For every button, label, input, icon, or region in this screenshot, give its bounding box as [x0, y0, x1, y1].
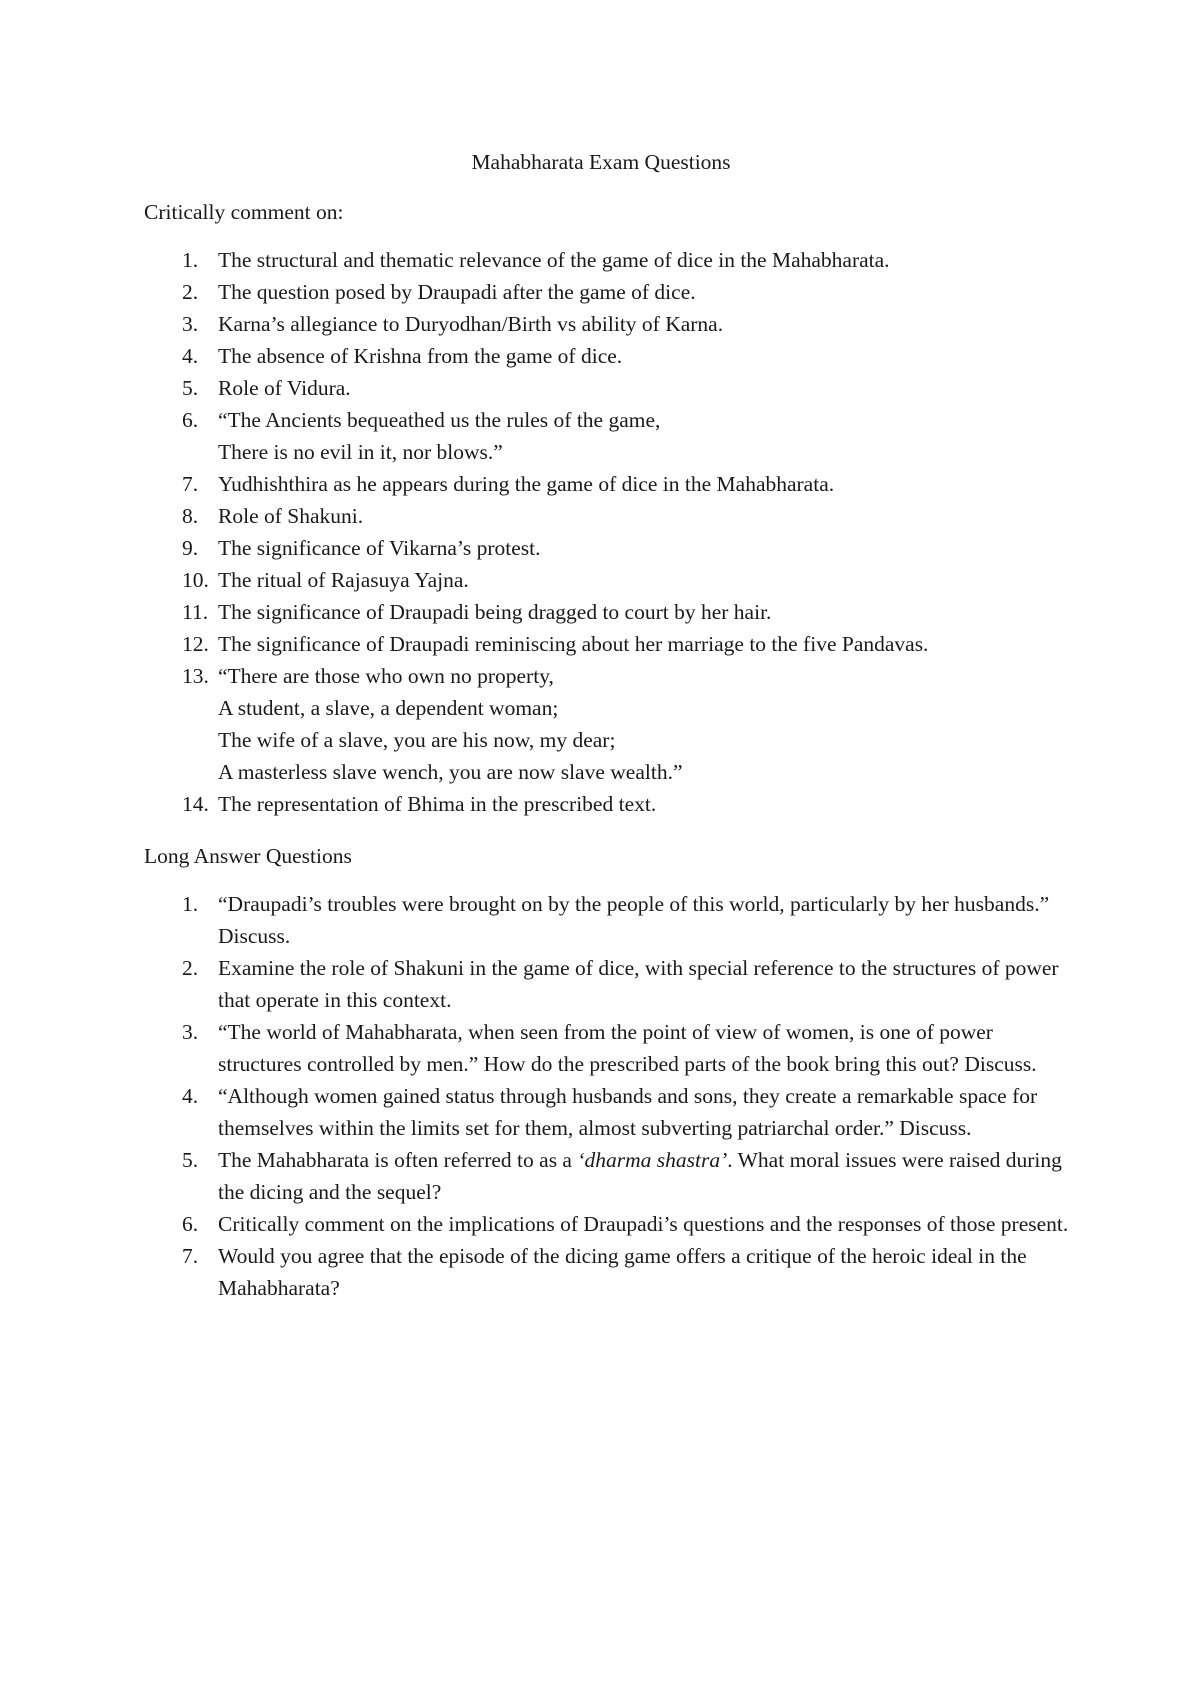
item-text: Role of Shakuni.: [218, 504, 364, 528]
section-heading-critically-comment: Critically comment on:: [144, 200, 344, 224]
item-number: 3.: [182, 312, 199, 336]
item-number: 1.: [182, 892, 199, 916]
list-item: [144, 372, 1070, 404]
item-number: 6.: [182, 1212, 199, 1236]
list-item: [144, 244, 1070, 276]
item-text-end: . What moral issues were raised during the dicing and the sequel?: [218, 1148, 1062, 1204]
list-item: [144, 888, 1070, 952]
list-item: [144, 340, 1070, 372]
item-text: Role of Vidura.: [218, 376, 351, 400]
list-item: [144, 952, 1070, 1016]
item-text: Yudhishthira as he appears during the game of dice in the Mahabharata.: [218, 472, 835, 496]
critically-comment-list: [144, 244, 1070, 820]
item-number: 5.: [182, 1148, 199, 1172]
item-text: The ritual of Rajasuya Yajna.: [218, 568, 469, 592]
item-text: The question posed by Draupadi after the game of dice.: [218, 280, 696, 304]
section-heading-long-answer: Long Answer Questions: [144, 844, 352, 868]
list-item: [144, 564, 1070, 596]
list-item: [144, 788, 1070, 820]
item-text: Karna’s allegiance to Duryodhan/Birth vs ability of Karna.: [218, 312, 724, 336]
item-number: 2.: [182, 956, 199, 980]
list-item: [144, 596, 1070, 628]
long-answer-list: [144, 888, 1070, 1304]
list-item: [144, 308, 1070, 340]
item-text: The structural and thematic relevance of the game of dice in the Mahabharata.: [218, 248, 890, 272]
list-item: [144, 1144, 1070, 1208]
list-item: [144, 532, 1070, 564]
list-item: [144, 1016, 1070, 1080]
item-number: 4.: [182, 344, 199, 368]
item-number: 7.: [182, 472, 199, 496]
list-item: [144, 500, 1070, 532]
item-number: 8.: [182, 504, 199, 528]
item-text: “The Ancients bequeathed us the rules of the game, There is no evil in it, nor blows.”: [218, 408, 661, 464]
item-number: 13.: [182, 664, 209, 688]
item-text-start: The Mahabharata is often referred to as a: [218, 1148, 578, 1172]
item-number: 3.: [182, 1020, 199, 1044]
list-item: [144, 404, 1070, 468]
item-text: “Although women gained status through husbands and sons, they create a remarkable space for themselves within the limits set for them, almost subverting patriarchal order.” Discuss.: [218, 1084, 1038, 1140]
item-number: 4.: [182, 1084, 199, 1108]
item-text: “Draupadi’s troubles were brought on by the people of this world, particularly by her husbands.” Discuss.: [218, 892, 1050, 948]
list-item: [144, 1240, 1070, 1304]
list-item: [144, 1208, 1070, 1240]
item-text: The representation of Bhima in the prescribed text.: [218, 792, 657, 816]
item-number: 10.: [182, 568, 209, 592]
item-text: [218, 1144, 1070, 1208]
item-number: 2.: [182, 280, 199, 304]
item-number: 1.: [182, 248, 199, 272]
item-number: 11.: [182, 600, 209, 624]
item-text: “There are those who own no property, A student, a slave, a dependent woman; The wife of a slave, you are his now, my dear; A masterless slave wench, you are now slave wealth.”: [218, 664, 683, 784]
item-number: 7.: [182, 1244, 199, 1268]
list-item: [144, 628, 1070, 660]
item-text: “The world of Mahabharata, when seen from the point of view of women, is one of power structures controlled by men.” How do the prescribed parts of the book bring this out? Discuss.: [218, 1020, 1037, 1076]
item-number: 6.: [182, 408, 199, 432]
item-text: The significance of Draupadi being dragged to court by her hair.: [218, 600, 772, 624]
item-number: 9.: [182, 536, 199, 560]
item-text: The absence of Krishna from the game of dice.: [218, 344, 623, 368]
item-number: 12.: [182, 632, 209, 656]
item-text: Critically comment on the implications of Draupadi’s questions and the responses of those present.: [218, 1212, 1069, 1236]
dharma-shastra-term: ‘dharma shastra’: [577, 1148, 728, 1172]
item-number: 14.: [182, 792, 209, 816]
list-item: [144, 276, 1070, 308]
page-title: Mahabharata Exam Questions: [471, 150, 731, 174]
item-text: The significance of Vikarna’s protest.: [218, 536, 541, 560]
item-text: The significance of Draupadi reminiscing about her marriage to the five Pandavas.: [218, 632, 929, 656]
list-item: [144, 1080, 1070, 1144]
list-item: [144, 468, 1070, 500]
item-number: 5.: [182, 376, 199, 400]
item-text: Would you agree that the episode of the dicing game offers a critique of the heroic ideal in the Mahabharata?: [218, 1244, 1027, 1300]
list-item: [144, 660, 1070, 788]
item-text: Examine the role of Shakuni in the game of dice, with special reference to the structures of power that operate in this context.: [218, 956, 1059, 1012]
